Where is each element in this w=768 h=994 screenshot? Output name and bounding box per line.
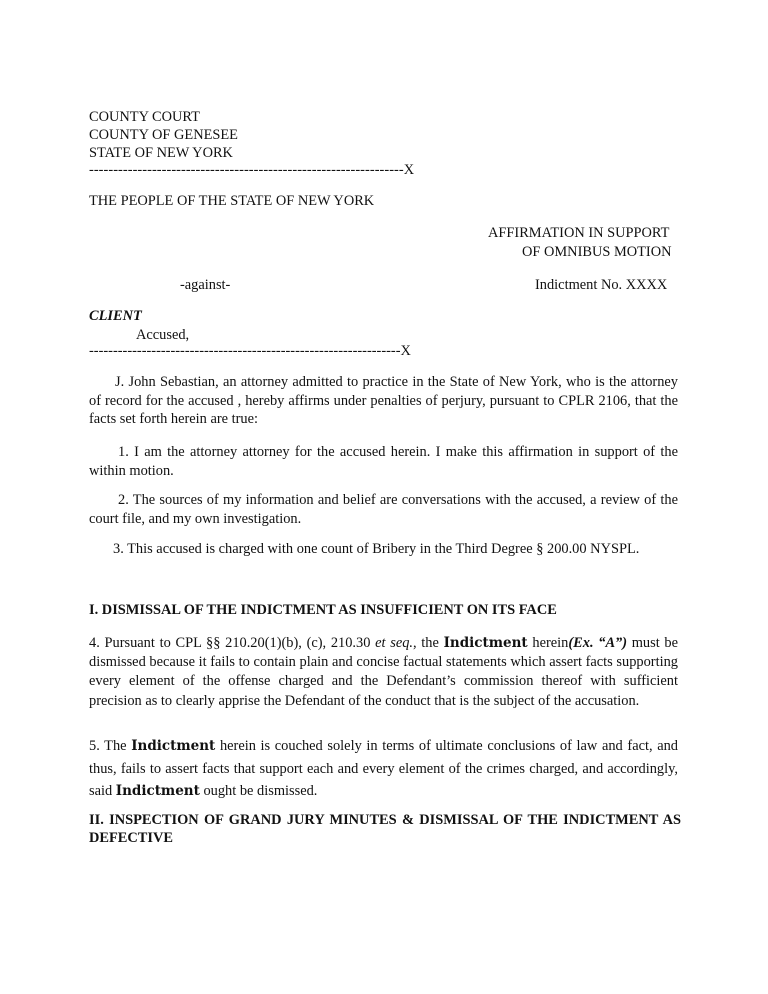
document-title-line2: OF OMNIBUS MOTION: [522, 244, 672, 260]
court-name: COUNTY COURT: [89, 109, 200, 125]
paragraph-4: [89, 634, 678, 711]
p4-text-c: , the: [413, 635, 444, 651]
p5-indictment-term-1: Indictment: [131, 738, 216, 754]
p4-text-g: must be dismissed because it fails to contain plain and concise factual statements which assert facts supporting every element of the offense charged and the Defendant’s commission thereof with sufficient precision as to clearly apprise the Defendant of the conduct that is the subject of the accusation.: [89, 635, 679, 709]
paragraph-5: [89, 735, 678, 803]
p4-et-seq: et seq.: [375, 635, 413, 651]
p4-text-a: 4. Pursuant to CPL §§ 210.20(1)(b), (c), 210.30: [89, 635, 376, 651]
p5-text-a: 5. The: [89, 738, 132, 754]
p4-exhibit-ref: (Ex. “A”): [568, 635, 628, 651]
section-2-heading: II. INSPECTION OF GRAND JURY MINUTES & DISMISSAL OF THE INDICTMENT AS DEFECTIVE: [89, 812, 681, 846]
paragraph-3: 3. This accused is charged with one count of Bribery in the Third Degree § 200.00 NYSPL.: [113, 541, 640, 557]
intro-paragraph: J. John Sebastian, an attorney admitted to practice in the State of New York, who is the attorney of record for the accused , hereby affirms under penalties of perjury, pursuant to CPLR 2106, that the facts set forth herein are true:: [89, 374, 678, 427]
defendant-name: CLIENT: [89, 308, 142, 324]
against-label: -against-: [180, 277, 231, 293]
paragraph-1: 1. I am the attorney attorney for the accused herein. I make this affirmation in support of the within motion.: [89, 444, 678, 479]
p5-indictment-term-2: Indictment: [115, 783, 200, 799]
p4-indictment-term: Indictment: [443, 635, 528, 651]
caption-divider-top: -----------------------------------------------------------------X: [89, 162, 415, 178]
indictment-number: Indictment No. XXXX: [535, 277, 668, 293]
caption-divider-bottom: -----------------------------------------------------------------X: [89, 343, 411, 359]
document-title-line1: AFFIRMATION IN SUPPORT: [488, 225, 670, 241]
court-county: COUNTY OF GENESEE: [89, 127, 238, 143]
section-1-heading: I. DISMISSAL OF THE INDICTMENT AS INSUFFICIENT ON ITS FACE: [89, 602, 557, 618]
p4-text-e: herein: [527, 635, 569, 651]
court-state: STATE OF NEW YORK: [89, 145, 233, 161]
defendant-role: Accused,: [136, 327, 190, 343]
p5-text-e: ought be dismissed.: [199, 783, 318, 799]
paragraph-2: 2. The sources of my information and belief are conversations with the accused, a review of the court file, and my own investigation.: [89, 492, 678, 527]
plaintiff-name: THE PEOPLE OF THE STATE OF NEW YORK: [89, 193, 375, 209]
p5-text-c: herein is couched solely in terms of ultimate conclusions of law and fact, and thus, fails to assert facts that support each and every element of the crimes charged, and accordingly, said: [89, 738, 678, 799]
